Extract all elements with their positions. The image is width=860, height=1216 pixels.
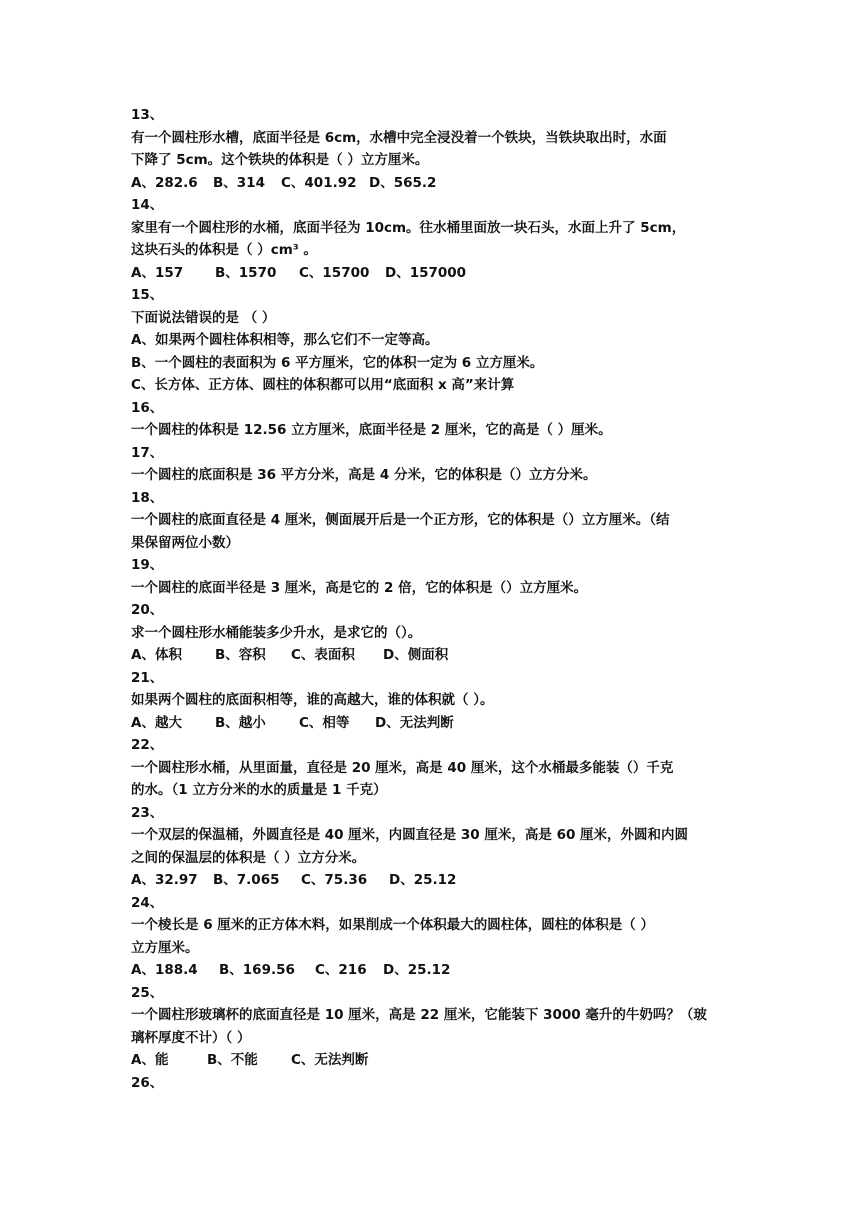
question-text: 一个圆柱的底面半径是 3 厘米，高是它的 2 倍，它的体积是（）立方厘米。 bbox=[131, 579, 588, 596]
question-number: 22、 bbox=[131, 737, 164, 753]
question-number: 16、 bbox=[131, 399, 164, 416]
option-b: B、越小 bbox=[215, 714, 266, 731]
question-text: 一个圆柱形水桶，从里面量，直径是 20 厘米，高是 40 厘米，这个水桶最多能装（）千克 bbox=[131, 759, 674, 776]
question-text: 家里有一个圆柱形的水桶，底面半径为 10cm。往水桶里面放一块石头，水面上升了 5cm， bbox=[131, 219, 686, 236]
question-text: 一个圆柱的体积是 12.56 立方厘米，底面半径是 2 厘米，它的高是（ ）厘米。 bbox=[131, 422, 612, 438]
question-26 bbox=[131, 1072, 731, 1095]
option-c: C、75.36 bbox=[301, 872, 368, 888]
question-number: 26、 bbox=[131, 1074, 164, 1091]
question-text: 有一个圆柱形水槽，底面半径是 6cm，水槽中完全浸没着一个铁块，当铁块取出时，水面 bbox=[131, 129, 667, 146]
question-text: 果保留两位小数） bbox=[131, 534, 239, 551]
question-21 bbox=[131, 667, 731, 735]
question-text: 一个双层的保温桶，外圆直径是 40 厘米，内圆直径是 30 厘米，高是 60 厘米，外圆和内圆 bbox=[131, 827, 689, 843]
question-14 bbox=[131, 194, 731, 284]
question-text: 一个圆柱的底面积是 36 平方分米，高是 4 分米，它的体积是（）立方分米。 bbox=[131, 467, 597, 483]
options-row bbox=[131, 262, 731, 285]
question-text: 一个棱长是 6 厘米的正方体木料，如果削成一个体积最大的圆柱体，圆柱的体积是（ ） bbox=[131, 917, 654, 933]
question-number: 13、 bbox=[131, 107, 164, 123]
option-d: D、25.12 bbox=[383, 962, 451, 978]
statement-c: C、长方体、正方体、圆柱的体积都可以用“底面积 x 高”来计算 bbox=[131, 377, 515, 393]
option-d: D、25.12 bbox=[389, 872, 457, 888]
option-b: B、1570 bbox=[215, 264, 277, 281]
question-number: 18、 bbox=[131, 489, 164, 506]
option-c: C、15700 bbox=[299, 264, 370, 281]
option-d: D、侧面积 bbox=[383, 647, 449, 663]
options-row bbox=[131, 712, 731, 735]
question-20 bbox=[131, 599, 731, 667]
options-row bbox=[131, 869, 731, 892]
question-number: 23、 bbox=[131, 804, 164, 821]
question-text: 下降了 5cm。这个铁块的体积是（ ）立方厘米。 bbox=[131, 152, 429, 168]
question-text: 如果两个圆柱的底面积相等，谁的高越大，谁的体积就（ ）。 bbox=[131, 692, 494, 708]
statement-a: A、如果两个圆柱体积相等，那么它们不一定等高。 bbox=[131, 332, 439, 348]
statement-b: B、一个圆柱的表面积为 6 平方厘米，它的体积一定为 6 立方厘米。 bbox=[131, 354, 544, 371]
question-text: 这块石头的体积是（ ）cm³ 。 bbox=[131, 242, 317, 258]
option-d: D、565.2 bbox=[369, 174, 437, 191]
options-row bbox=[131, 1049, 731, 1072]
option-b: B、169.56 bbox=[219, 962, 295, 978]
question-16 bbox=[131, 397, 731, 442]
options-row bbox=[131, 644, 731, 667]
question-text: 立方厘米。 bbox=[131, 939, 199, 956]
question-15 bbox=[131, 284, 731, 397]
option-c: C、401.92 bbox=[281, 174, 357, 191]
options-row bbox=[131, 959, 731, 982]
question-text: 一个圆柱形玻璃杯的底面直径是 10 厘米，高是 22 厘米，它能装下 3000 毫升的牛奶吗？（玻 bbox=[131, 1007, 707, 1023]
option-c: C、216 bbox=[315, 962, 367, 978]
question-text: 下面说法错误的是 （ ） bbox=[131, 309, 276, 326]
option-b: B、不能 bbox=[207, 1052, 258, 1068]
question-23 bbox=[131, 802, 731, 892]
document-body bbox=[131, 104, 731, 1094]
question-text: 求一个圆柱形水桶能装多少升水，是求它的（）。 bbox=[131, 624, 422, 641]
option-a: A、32.97 bbox=[131, 872, 198, 888]
question-22 bbox=[131, 734, 731, 802]
question-number: 15、 bbox=[131, 287, 164, 303]
option-b: B、容积 bbox=[215, 647, 266, 663]
question-text: 璃杯厚度不计）（ ） bbox=[131, 1029, 251, 1046]
option-b: B、314 bbox=[213, 174, 265, 191]
question-text: 之间的保温层的体积是（ ）立方分米。 bbox=[131, 849, 366, 866]
question-number: 21、 bbox=[131, 669, 164, 686]
option-c: C、相等 bbox=[299, 714, 350, 731]
question-number: 19、 bbox=[131, 557, 164, 573]
option-a: A、能 bbox=[131, 1052, 169, 1068]
question-19 bbox=[131, 554, 731, 599]
option-b: B、7.065 bbox=[213, 872, 280, 888]
option-c: C、无法判断 bbox=[291, 1052, 369, 1068]
question-number: 24、 bbox=[131, 894, 164, 911]
question-number: 14、 bbox=[131, 197, 164, 213]
question-number: 17、 bbox=[131, 444, 164, 461]
option-c: C、表面积 bbox=[291, 647, 355, 663]
question-18 bbox=[131, 487, 731, 555]
question-number: 20、 bbox=[131, 602, 164, 618]
question-17 bbox=[131, 442, 731, 487]
question-13 bbox=[131, 104, 731, 194]
question-25 bbox=[131, 982, 731, 1072]
option-d: D、157000 bbox=[385, 264, 467, 281]
option-a: A、体积 bbox=[131, 647, 182, 663]
option-a: A、282.6 bbox=[131, 174, 198, 191]
option-a: A、越大 bbox=[131, 714, 182, 731]
options-row bbox=[131, 172, 731, 195]
question-text: 的水。（1 立方分米的水的质量是 1 千克） bbox=[131, 782, 387, 798]
option-a: A、157 bbox=[131, 264, 184, 281]
option-d: D、无法判断 bbox=[375, 714, 454, 731]
question-24 bbox=[131, 892, 731, 982]
option-a: A、188.4 bbox=[131, 962, 198, 978]
question-text: 一个圆柱的底面直径是 4 厘米，侧面展开后是一个正方形，它的体积是（）立方厘米。（结 bbox=[131, 512, 670, 528]
question-number: 25、 bbox=[131, 984, 164, 1001]
